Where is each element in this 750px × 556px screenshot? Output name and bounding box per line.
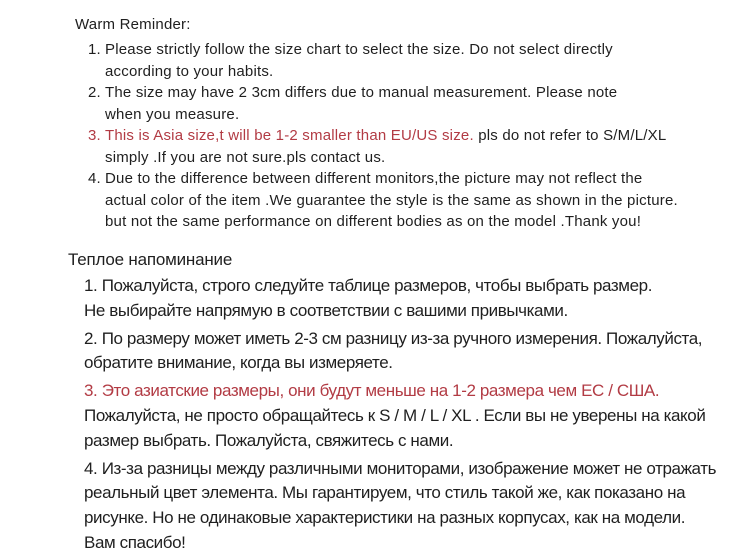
text-line	[84, 481, 716, 506]
line-text: according to your habits.	[105, 62, 274, 80]
line-text: simply .If you are not sure.pls contact us.	[105, 148, 386, 166]
line-text: рисунке. Но не одинаковые характеристики на разных корпусах, как на модели.	[84, 508, 686, 528]
line-text: 2. По размеру может иметь 2-3 см разницу из-за ручного измерения. Пожалуйста,	[84, 328, 703, 348]
highlighted-text: This is Asia size,t will be 1-2 smaller than EU/US size.	[105, 127, 474, 144]
russian-item-3	[84, 379, 716, 453]
line-text: Due to the difference between different monitors,the picture may not reflect the	[105, 170, 643, 187]
text-line	[84, 457, 716, 482]
russian-item-2	[84, 327, 716, 377]
russian-section	[68, 247, 716, 556]
line-text: 4. Из-за разницы между различными мониторами, изображение может не отражать	[84, 458, 717, 478]
item-number: 4.	[88, 170, 101, 187]
line-text: but not the same performance on different bodies as on the model .Thank you!	[105, 213, 642, 230]
english-title: Warm Reminder:	[75, 16, 191, 33]
text-line	[88, 147, 678, 169]
text-line	[88, 168, 678, 190]
text-line	[84, 506, 716, 531]
text-line	[84, 351, 716, 376]
russian-item-4	[84, 457, 716, 556]
text-line	[88, 211, 678, 233]
text-line	[88, 61, 678, 83]
russian-item-1	[84, 274, 716, 324]
item-number: 1.	[88, 41, 101, 58]
item-number: 2.	[88, 84, 101, 101]
line-text: actual color of the item .We guarantee the style is the same as shown in the picture.	[105, 191, 678, 209]
line-text: when you measure.	[105, 105, 240, 123]
highlighted-text: 3. Это азиатские размеры, они будут меньше на 1-2 размера чем ЕС / США.	[84, 381, 660, 401]
item-number: 3.	[88, 127, 101, 144]
text-line	[88, 82, 678, 104]
text-line	[84, 531, 716, 556]
line-text: Не выбирайте напрямую в соответствии с вашими привычками.	[84, 300, 568, 320]
line-text: обратите внимание, когда вы измеряете.	[84, 353, 393, 373]
english-item-1	[88, 39, 678, 82]
text-line	[88, 190, 678, 212]
text-line	[88, 39, 678, 61]
line-text: 1. Пожалуйста, строго следуйте таблице размеров, чтобы выбрать размер.	[84, 276, 653, 295]
line-text: pls do not refer to S/M/L/XL	[473, 127, 667, 144]
text-line	[88, 104, 678, 126]
text-line	[84, 404, 716, 429]
line-text: Пожалуйста, не просто обращайтесь к S / M / L / XL . Если вы не уверены на какой	[84, 405, 706, 425]
line-text: Please strictly follow the size chart to select the size. Do not select directly	[105, 41, 613, 58]
text-line	[84, 379, 716, 404]
english-section	[75, 13, 678, 233]
text-line	[88, 125, 678, 147]
russian-title: Теплое напоминание	[68, 250, 233, 269]
text-line	[84, 299, 716, 324]
english-items	[88, 39, 678, 233]
english-item-3	[88, 125, 678, 168]
english-item-2	[88, 82, 678, 125]
line-text: The size may have 2 3cm differs due to manual measurement. Please note	[105, 84, 618, 101]
line-text: размер выбрать. Пожалуйста, свяжитесь с нами.	[84, 430, 454, 450]
english-item-4	[88, 168, 678, 233]
line-text: реальный цвет элемента. Мы гарантируем, что стиль такой же, как показано на	[84, 483, 686, 503]
text-line	[84, 429, 716, 454]
text-line	[84, 274, 716, 299]
line-text: Вам спасибо!	[84, 532, 186, 552]
russian-items	[84, 274, 716, 556]
text-line	[84, 327, 716, 352]
